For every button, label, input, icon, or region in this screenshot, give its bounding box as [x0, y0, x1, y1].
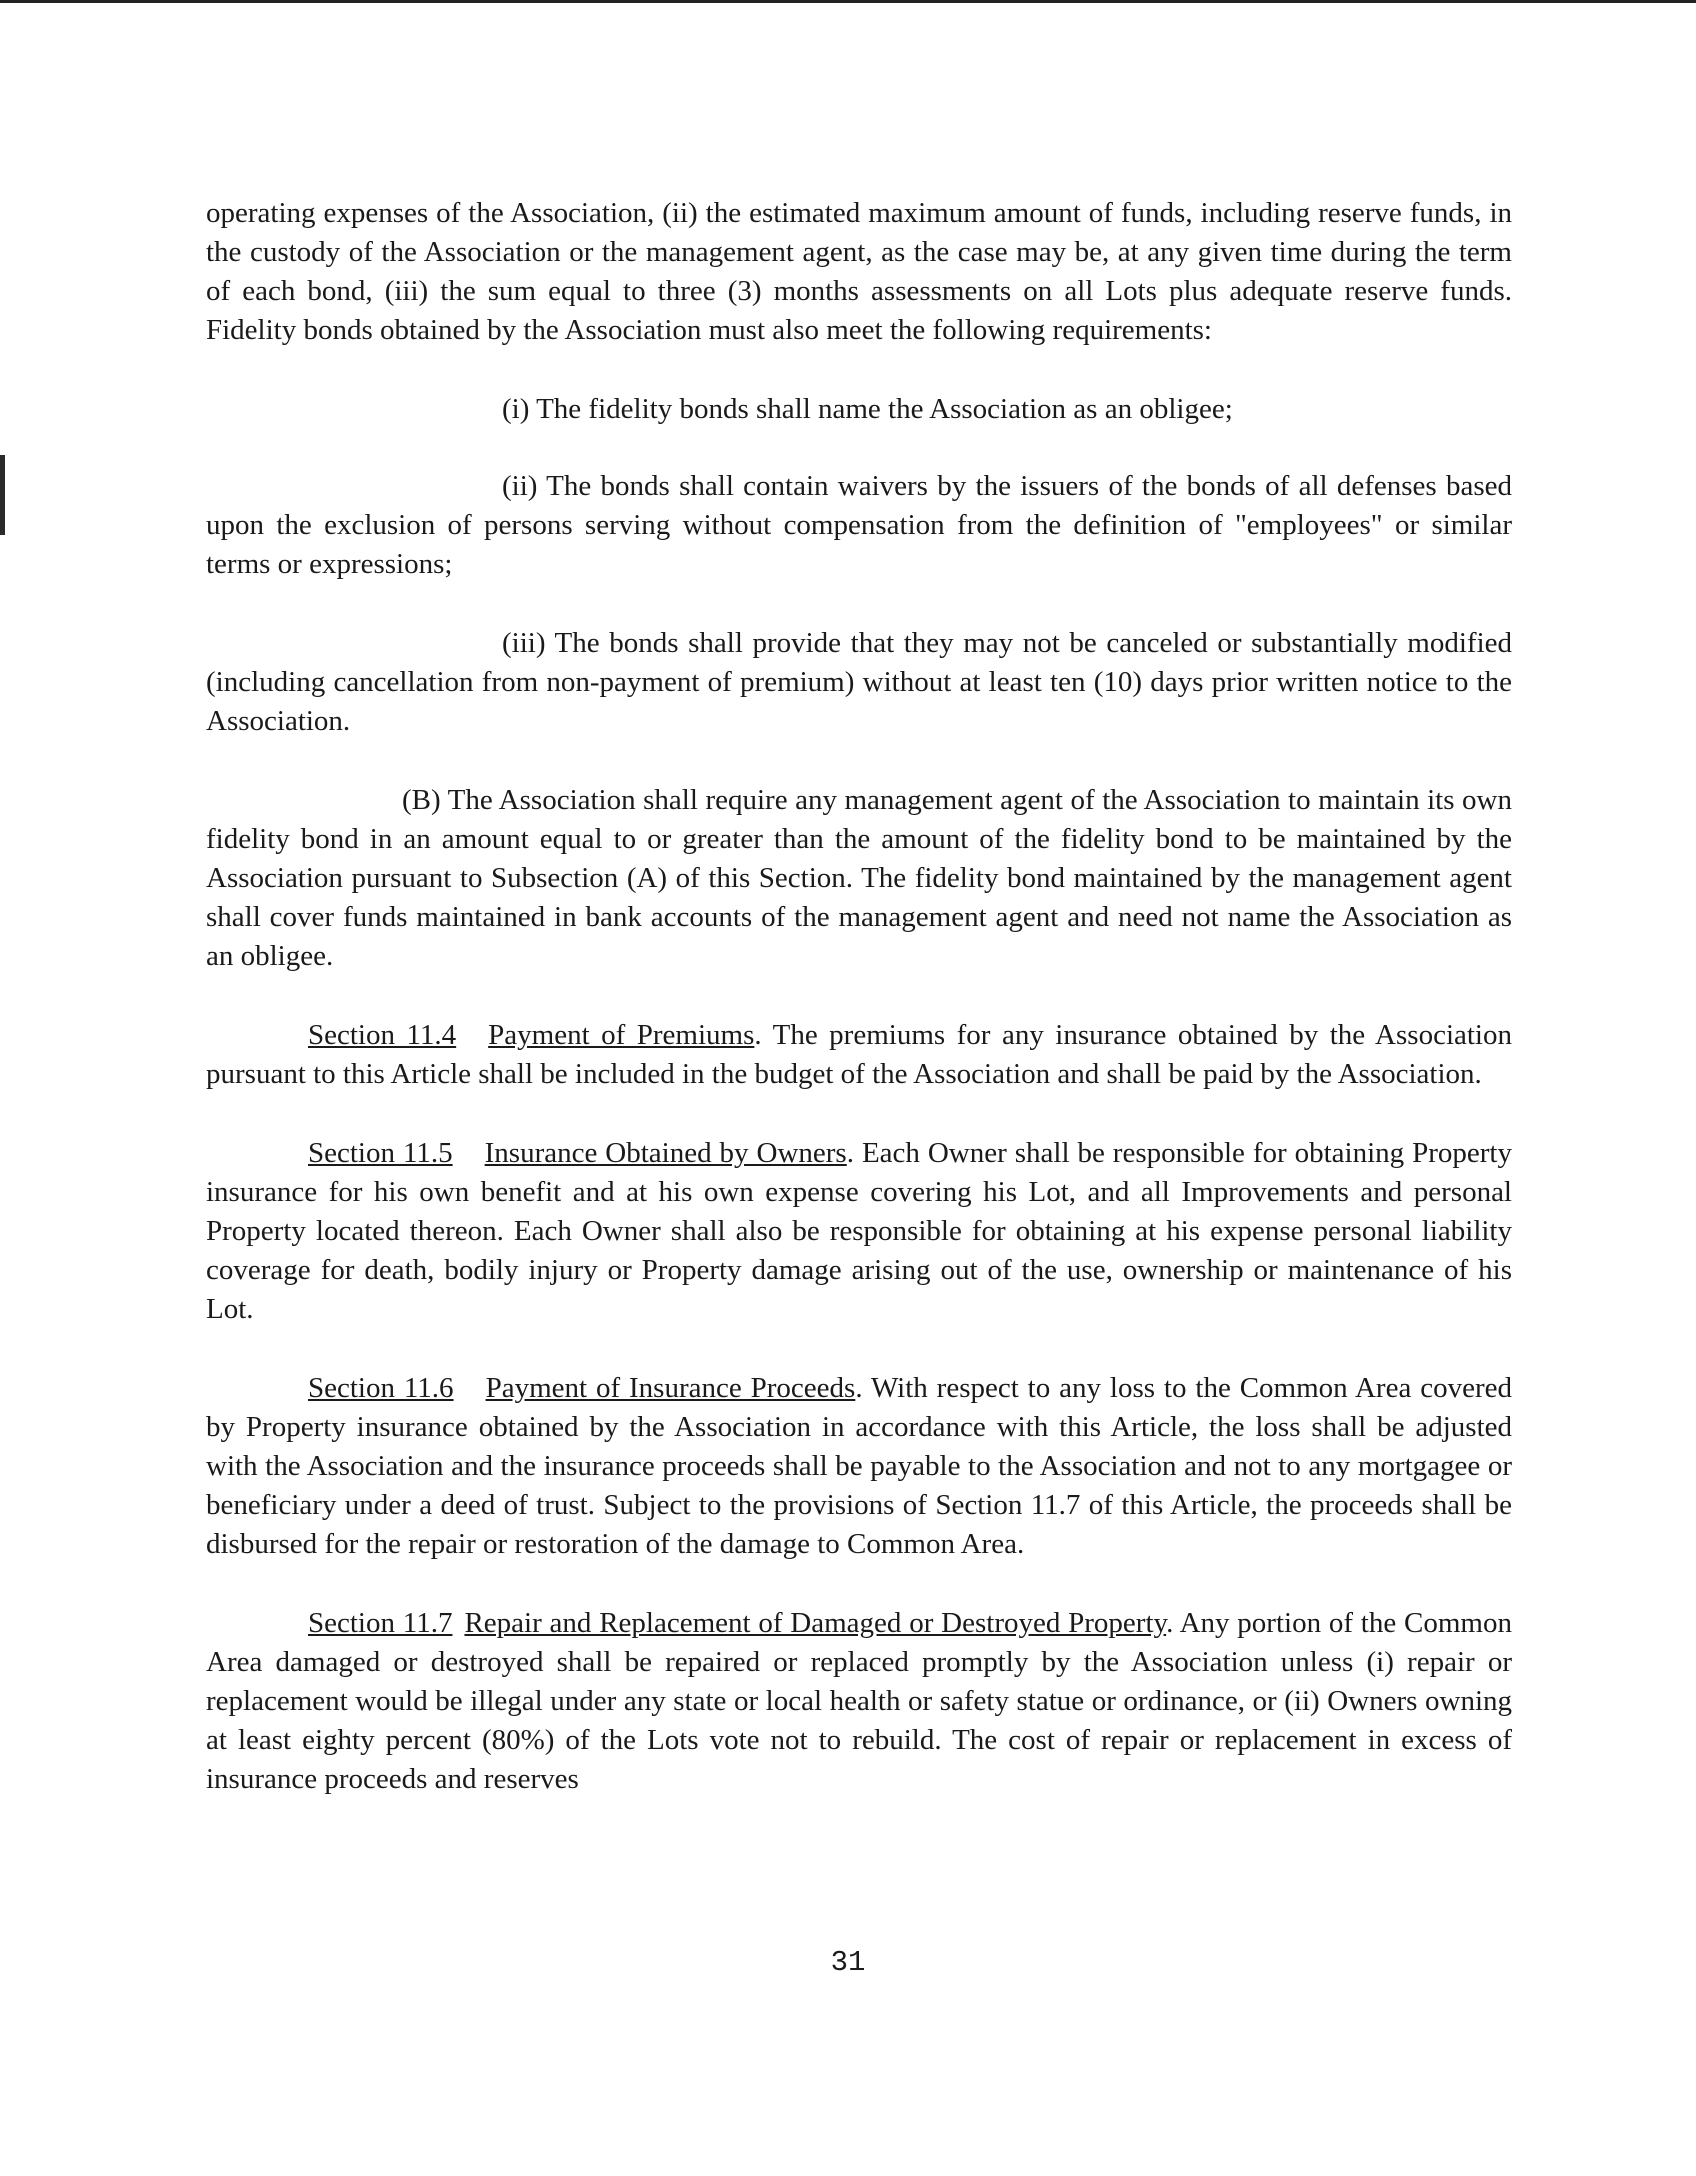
section-body: . Each Owner shall be responsible for obtaining Property insurance for his own benefit and at his own expense covering his Lot, and all Improvements and personal Property located thereon. Each Owner shall also be responsible for obtaining at his expense personal liability coverage for death, bodily injury or Property damage arising out of the use, ownership or maintenance of his Lot. [206, 1137, 1512, 1325]
section-number: Section 11.4 [308, 1019, 457, 1051]
item-i: (i) The fidelity bonds shall name the Association as an obligee; [502, 393, 1233, 425]
item-b: (B) The Association shall require any management agent of the Association to maintain its own fidelity bond in an amount equal to or greater than the amount of the fidelity bond to be maintained by the Association pursuant to Subsection (A) of this Section. The fidelity bond maintained by the management agent shall cover funds maintained in bank accounts of the management agent and need not name the Association as an obligee. [206, 784, 1512, 972]
section-body: . The premiums for any insurance obtained by the Association pursuant to this Article shall be included in the budget of the Association and shall be paid by the Association. [206, 1019, 1512, 1090]
scan-top-edge [0, 0, 1696, 3]
section-11-7 [206, 1604, 1512, 1799]
item-iii: (iii) The bonds shall provide that they may not be canceled or substantially modified (including cancellation from non-payment of premium) without at least ten (10) days prior written notice to the Association. [206, 627, 1512, 737]
document-body [206, 194, 1512, 1839]
section-number: Section 11.7 [308, 1607, 453, 1639]
page-number: 31 [830, 1946, 866, 1979]
section-title: Payment of Premiums [488, 1019, 755, 1051]
section-11-4 [206, 1016, 1512, 1094]
section-number: Section 11.5 [308, 1137, 453, 1169]
section-number: Section 11.6 [308, 1372, 454, 1404]
section-11-5 [206, 1134, 1512, 1329]
section-title: Repair and Replacement of Damaged or Destroyed Property [464, 1607, 1167, 1639]
section-title: Payment of Insurance Proceeds [485, 1372, 856, 1404]
section-title: Insurance Obtained by Owners [484, 1137, 847, 1169]
section-body: . Any portion of the Common Area damaged or destroyed shall be repaired or replaced promptly by the Association unless (i) repair or replacement would be illegal under any state or local health or safety statue or ordinance, or (ii) Owners owning at least eighty percent (80%) of the Lots vote not to rebuild. The cost of repair or replacement in excess of insurance proceeds and reserves [206, 1607, 1512, 1795]
paragraph-fidelity-intro: operating expenses of the Association, (ii) the estimated maximum amount of funds, including reserve funds, in the custody of the Association or the management agent, as the case may be, at any given time during the term of each bond, (iii) the sum equal to three (3) months assessments on all Lots plus adequate reserve funds. Fidelity bonds obtained by the Association must also meet the following requirements: [206, 197, 1512, 346]
scan-margin-mark [0, 455, 5, 535]
section-11-6 [206, 1369, 1512, 1564]
item-ii: (ii) The bonds shall contain waivers by the issuers of the bonds of all defenses based upon the exclusion of persons serving without compensation from the definition of "employees" or similar terms or expressions; [206, 470, 1512, 580]
section-body: . With respect to any loss to the Common Area covered by Property insurance obtained by the Association in accordance with this Article, the loss shall be adjusted with the Association and the insurance proceeds shall be payable to the Association and not to any mortgagee or beneficiary under a deed of trust. Subject to the provisions of Section 11.7 of this Article, the proceeds shall be disbursed for the repair or restoration of the damage to Common Area. [206, 1372, 1512, 1560]
